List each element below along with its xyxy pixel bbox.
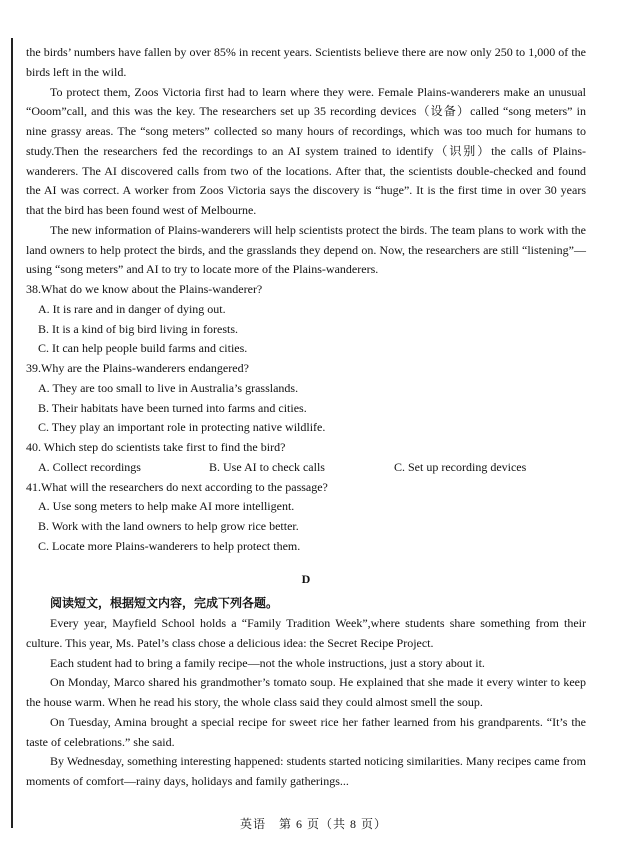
passage-d-paragraph-5: By Wednesday, something interesting happened: students started noticing similarities. Many recipes came from moments of comfort—rainy days, holidays and family gatherings... xyxy=(26,754,586,788)
question-38 xyxy=(26,280,586,359)
page-footer: 英语 第 6 页（共 8 页） xyxy=(239,817,387,831)
passage-d-paragraph-1: Every year, Mayfield School holds a “Family Tradition Week”,where students share something from their culture. This year, Ms. Patel’s class chose a delicious idea: the Secret Recipe Project. xyxy=(26,616,586,650)
question-41-stem: 41.What will the researchers do next according to the passage? xyxy=(26,479,328,494)
question-41 xyxy=(26,478,586,557)
question-39 xyxy=(26,359,586,438)
passage-c-paragraph-1: the birds’ numbers have fallen by over 85% in recent years. Scientists believe there are now only 250 to 1,000 of the birds left in the wild. xyxy=(26,45,586,79)
passage-d-paragraph-2: Each student had to bring a family recipe—not the whole instructions, just a story about it. xyxy=(50,655,485,670)
section-d-heading: D xyxy=(301,571,311,586)
page-content xyxy=(26,43,586,792)
passage-c-paragraph-2: To protect them, Zoos Victoria first had to learn where they were. Female Plains-wanderers make an unusual “Ooom”call, and this was the key. The researchers set up 35 recording devices（设备）called “song meters” in nine grassy areas. The “song meters” collected so many hours of recordings, which was too much for humans to study.Then the researchers fed the recordings to an AI system trained to identify（识别）the calls of Plains-wanderers. The AI discovered calls from two of the locations. After that, the scientists double-checked and found the AI was correct. A worker from Zoos Victoria says the discovery is “huge”. It is the first time in over 30 years that the bird has been found west of Melbourne. xyxy=(26,84,586,217)
question-38-stem: 38.What do we know about the Plains-wanderer? xyxy=(26,282,263,296)
question-40-options xyxy=(26,458,586,478)
section-d-instruction: 阅读短文，根据短文内容，完成下列各题。 xyxy=(50,596,279,611)
question-38-option-c: C. It can help people build farms and cities. xyxy=(38,341,248,356)
question-40 xyxy=(26,438,586,478)
question-41-option-a: A. Use song meters to help make AI more intelligent. xyxy=(38,499,295,514)
question-41-option-c: C. Locate more Plains-wanderers to help protect them. xyxy=(38,538,301,553)
question-40-option-b: B. Use AI to check calls xyxy=(209,459,325,474)
passage-c-paragraph-3: The new information of Plains-wanderers will help scientists protect the birds. The team plans to work with the land owners to help protect the birds, and the grasslands they depend on. Now, the researchers are still “listening”—using “song meters” and AI to try to locate more of the Plains-wanderers. xyxy=(26,222,586,277)
question-38-option-a: A. It is rare and in danger of dying out. xyxy=(38,301,226,316)
question-39-option-b: B. Their habitats have been turned into farms and cities. xyxy=(38,400,307,415)
question-39-stem: 39.Why are the Plains-wanderers endangered? xyxy=(26,361,249,375)
passage-d-paragraph-3: On Monday, Marco shared his grandmother’s tomato soup. He explained that she made it every winter to keep the house warm. When he read his story, the whole class said they could almost smell the soup. xyxy=(26,675,586,709)
question-40-stem: 40. Which step do scientists take first to find the bird? xyxy=(26,440,286,454)
question-40-option-c: C. Set up recording devices xyxy=(394,459,527,474)
left-margin-rule xyxy=(11,38,13,828)
question-40-option-a: A. Collect recordings xyxy=(38,459,141,474)
question-38-option-b: B. It is a kind of big bird living in forests. xyxy=(38,321,238,336)
question-39-option-c: C. They play an important role in protecting native wildlife. xyxy=(38,420,326,435)
question-41-option-b: B. Work with the land owners to help grow rice better. xyxy=(38,519,299,533)
question-39-option-a: A. They are too small to live in Australia’s grasslands. xyxy=(38,380,299,395)
passage-d-paragraph-4: On Tuesday, Amina brought a special recipe for sweet rice her father learned from his grandparents. “It’s the taste of celebrations.” she said. xyxy=(26,714,586,749)
